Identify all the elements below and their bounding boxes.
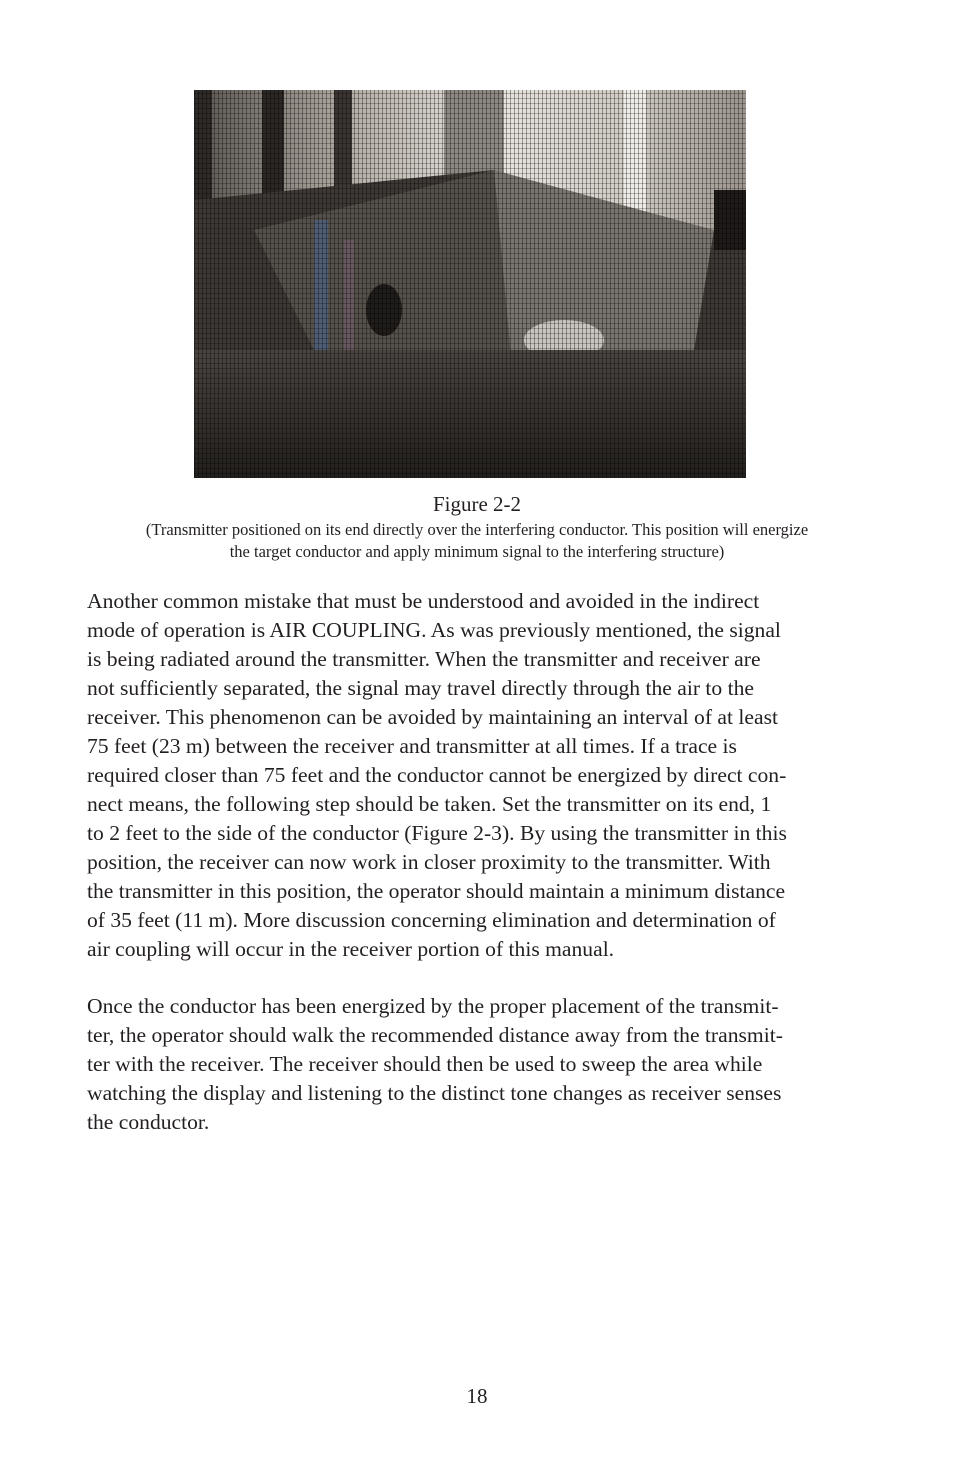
paragraph-line: the conductor.	[87, 1110, 210, 1134]
figure-photo	[194, 90, 746, 478]
paragraph-line: mode of operation is AIR COUPLING. As was previously mentioned, the signal	[87, 618, 781, 642]
paragraph-line: air coupling will occur in the receiver portion of this manual.	[87, 937, 615, 961]
paragraph-line: nect means, the following step should be taken. Set the transmitter on its end, 1	[87, 792, 772, 816]
paragraph-line: to 2 feet to the side of the conductor (Figure 2-3). By using the transmitter in this	[87, 821, 787, 845]
paragraph-line: is being radiated around the transmitter. When the transmitter and receiver are	[87, 647, 761, 671]
page-number: 18	[466, 1384, 488, 1408]
figure-title: Figure 2-2	[432, 492, 522, 516]
paragraph-line: ter with the receiver. The receiver should then be used to sweep the area while	[87, 1052, 763, 1076]
transmitter-photo-image	[194, 90, 746, 478]
figure-caption	[80, 519, 874, 563]
paragraph-line: of 35 feet (11 m). More discussion concerning elimination and determination of	[87, 908, 776, 932]
paragraph-line: position, the receiver can now work in closer proximity to the transmitter. With	[87, 850, 771, 874]
paragraph-line: required closer than 75 feet and the conductor cannot be energized by direct con-	[87, 763, 787, 787]
paragraph-line: ter, the operator should walk the recommended distance away from the transmit-	[87, 1023, 783, 1047]
paragraph-line: the transmitter in this position, the operator should maintain a minimum distance	[87, 879, 786, 903]
paragraph-line: 75 feet (23 m) between the receiver and transmitter at all times. If a trace is	[87, 734, 737, 758]
paragraph-line: Once the conductor has been energized by the proper placement of the transmit-	[87, 994, 779, 1018]
caption-line: the target conductor and apply minimum signal to the interfering structure)	[229, 542, 725, 561]
paragraph-line: watching the display and listening to the distinct tone changes as receiver senses	[87, 1081, 782, 1105]
paragraph-line: Another common mistake that must be understood and avoided in the indirect	[87, 589, 760, 613]
caption-line: (Transmitter positioned on its end directly over the interfering conductor. This position will energize	[145, 520, 809, 539]
paragraph-line: not sufficiently separated, the signal may travel directly through the air to the	[87, 676, 755, 700]
paragraph-air-coupling	[87, 587, 877, 964]
paragraph-sweep-area	[87, 992, 877, 1137]
paragraph-line: receiver. This phenomenon can be avoided by maintaining an interval of at least	[87, 705, 778, 729]
